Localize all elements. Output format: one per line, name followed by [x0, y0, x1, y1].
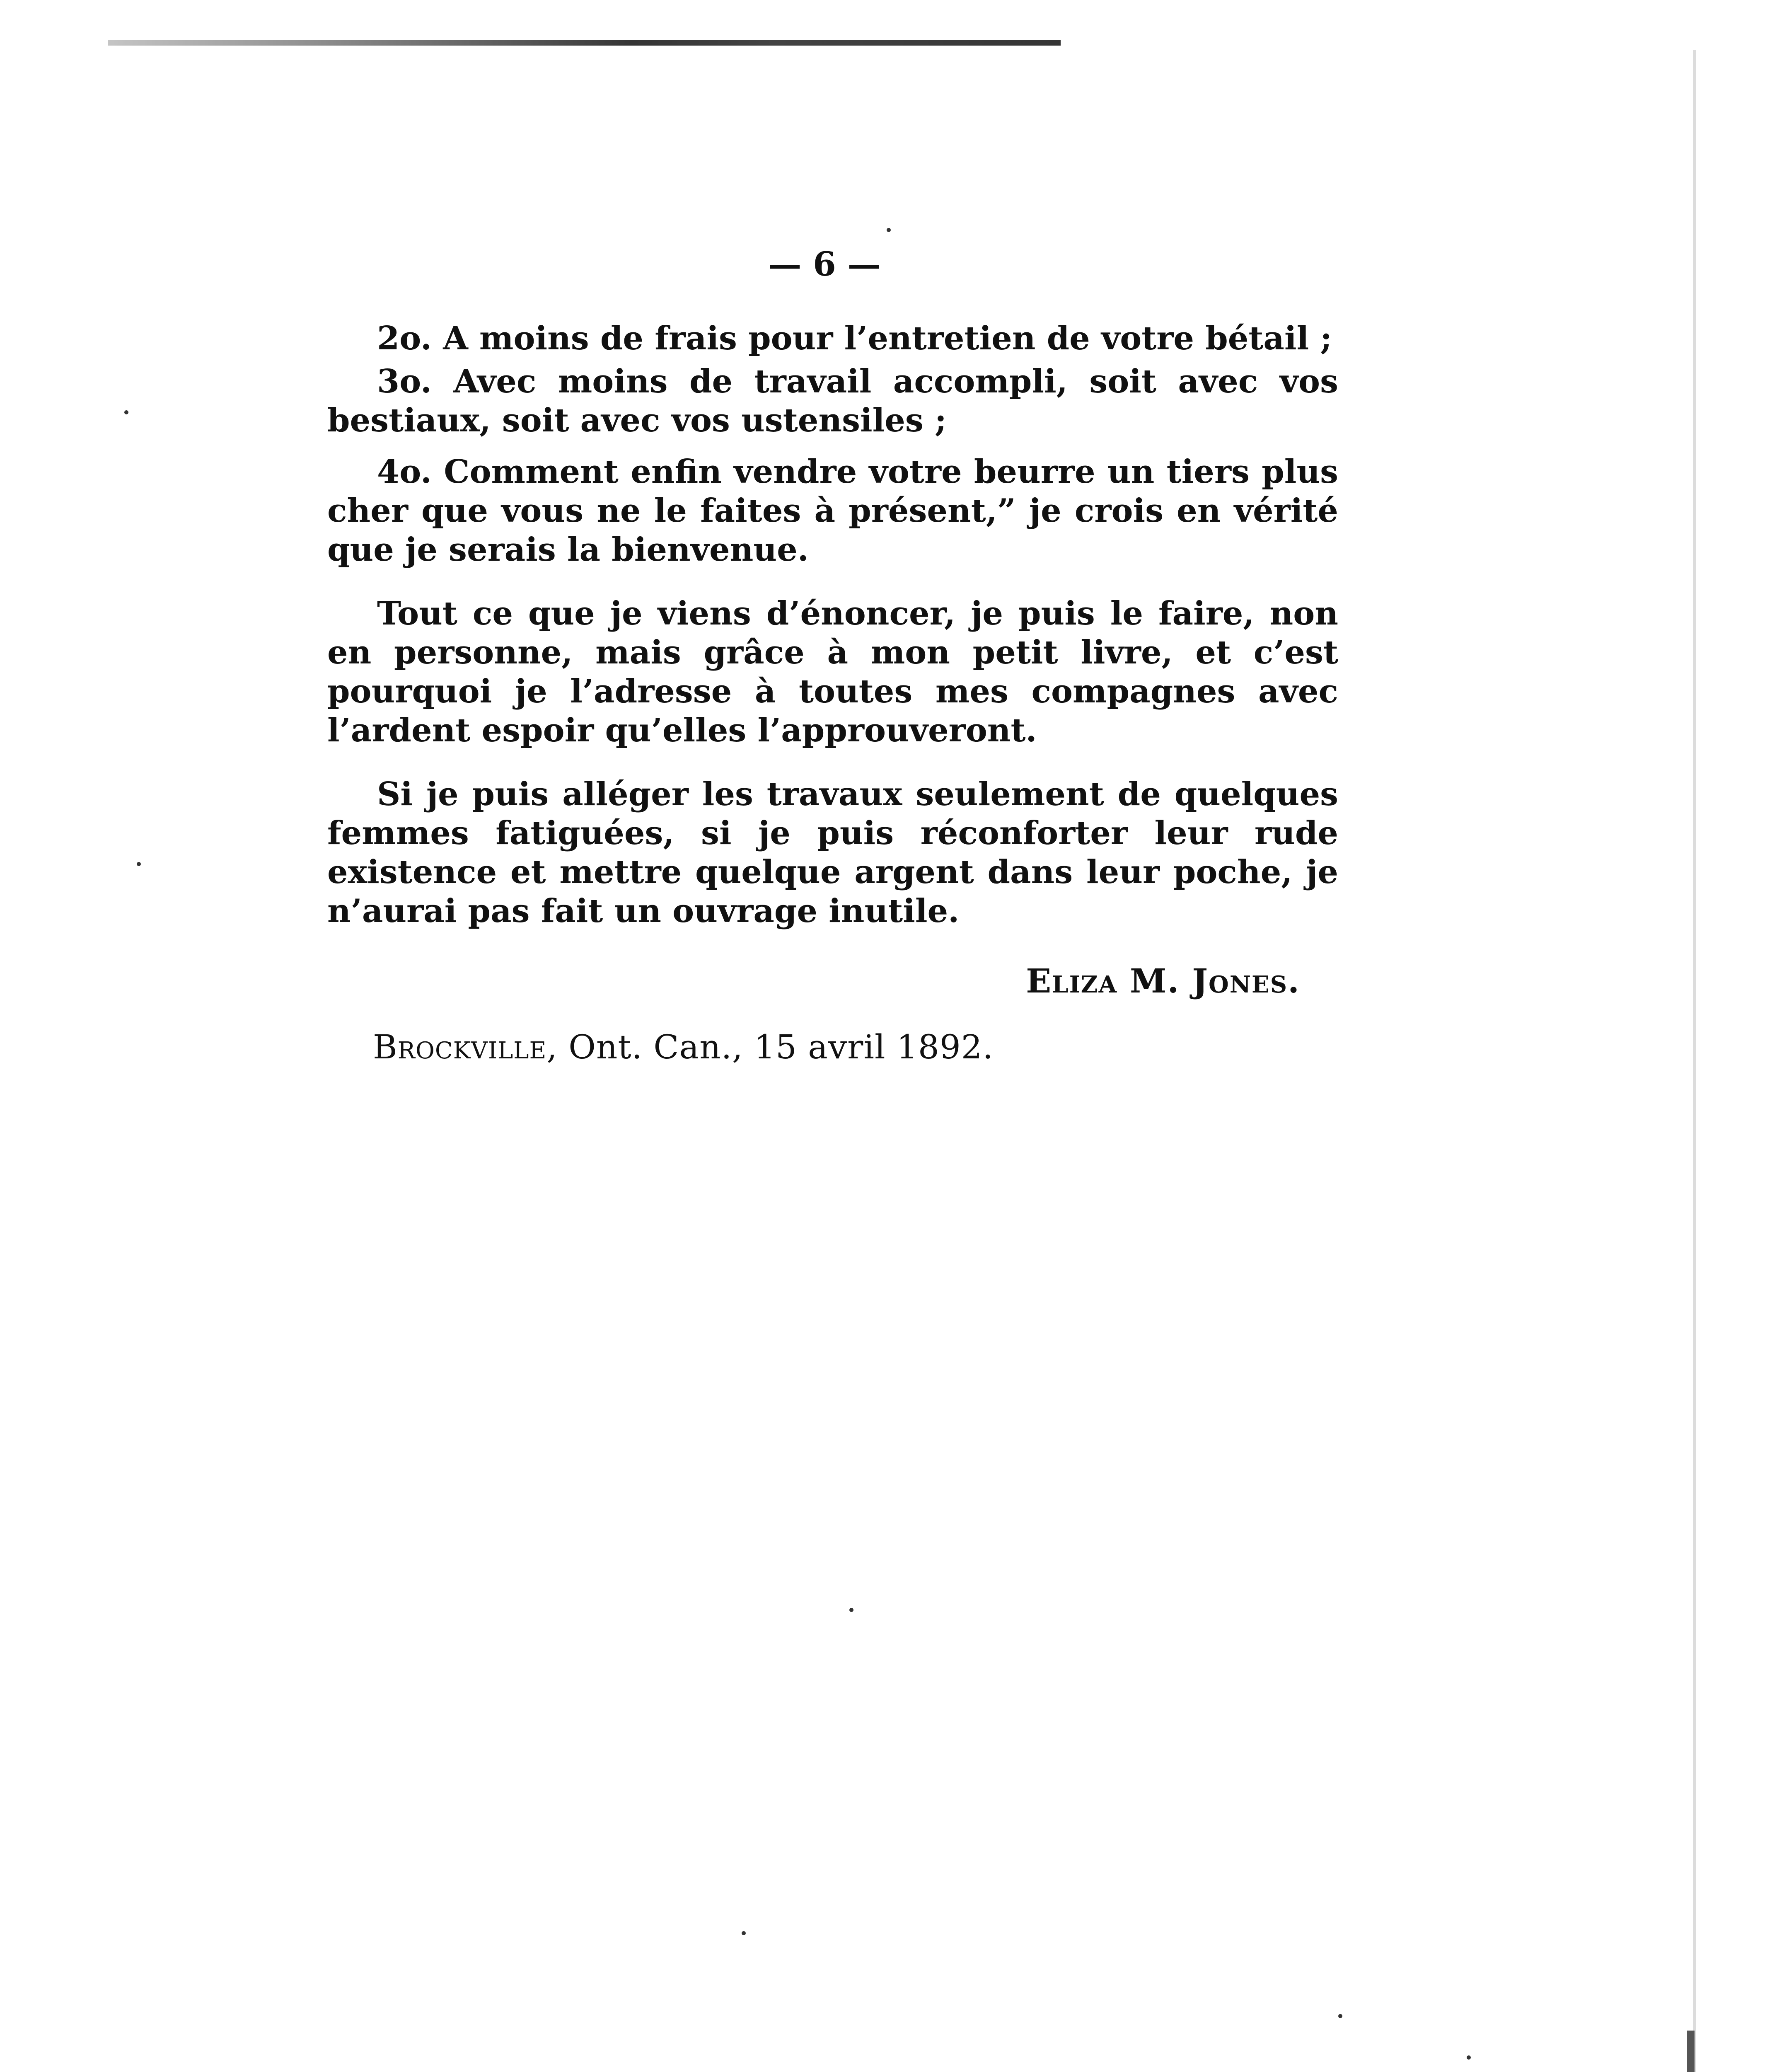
paragraph-item-4: 4o. Comment enfin vendre votre beurre un tiers plus cher que vous ne le faites à présent,” je crois en vérité que je serais la bienvenue. — [327, 453, 1338, 569]
scan-speck — [887, 228, 891, 232]
scan-speck — [1467, 2055, 1471, 2060]
paragraph-item-2: 2o. A moins de frais pour l’entretien de votre bétail ; — [377, 320, 1332, 357]
author-signature: Eliza M. Jones. — [1026, 961, 1300, 1000]
scan-speck — [124, 410, 128, 414]
scan-right-edge — [1693, 50, 1696, 2072]
scan-speck — [742, 1931, 746, 1935]
page-number: — 6 — — [768, 244, 881, 283]
scan-speck — [849, 1608, 853, 1612]
scan-speck — [1338, 2014, 1342, 2018]
paragraph-tout-ce-que: Tout ce que je viens d’énoncer, je puis le faire, non en personne, mais grâce à mon petit livre, et c’est pourquoi je l’adresse à toutes mes compagnes avec l’ardent espoir qu’elles l’approuveront. — [327, 595, 1338, 749]
scan-right-edge-mark — [1687, 2031, 1695, 2072]
paragraph-si-je-puis: Si je puis alléger les travaux seulement de quelques femmes fatiguées, si je puis réconforter leur rude existence et mettre quelque argent dans leur poche, je n’aurai pas fait un ouvrage inutile. — [327, 775, 1338, 930]
scan-speck — [137, 862, 141, 866]
scan-top-rule — [108, 40, 1061, 46]
dateline — [373, 1028, 994, 1066]
body-text — [327, 319, 1338, 956]
dateline-place: Brockville, — [373, 1028, 558, 1066]
dateline-date: Ont. Can., 15 avril 1892. — [557, 1028, 994, 1066]
paragraph-item-3: 3o. Avec moins de travail accompli, soit avec vos bestiaux, soit avec vos ustensiles ; — [327, 363, 1338, 439]
